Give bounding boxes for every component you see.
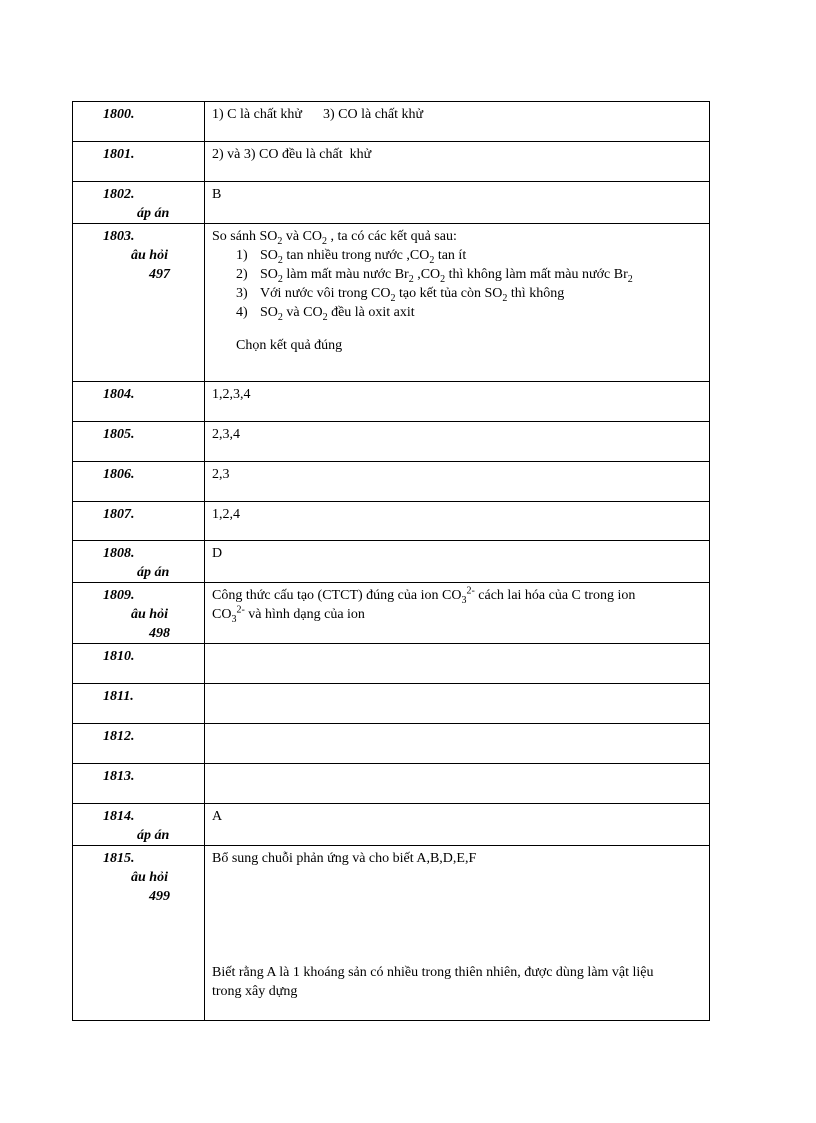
question-label: âu hỏi — [131, 607, 168, 622]
question-number: 498 — [149, 626, 170, 641]
row-number-cell: 1805. — [73, 422, 205, 462]
table-row — [73, 541, 710, 583]
row-number-cell: 1814. áp án — [73, 804, 205, 846]
table-row — [73, 182, 710, 224]
row-number-cell: 1812. — [73, 724, 205, 764]
content-cell: 1) C là chất khử 3) CO là chất khử — [205, 102, 710, 142]
question-499-content: Bổ sung chuỗi phản ứng và cho biết A,B,D,E,F Biết rằng A là 1 khoáng sản có nhiều trong thiên nhiên, được dùng làm vật liệu trong xây dựng — [205, 846, 710, 1021]
table-row — [73, 583, 710, 644]
answer-label: áp án — [137, 565, 170, 580]
content-cell — [205, 644, 710, 684]
content-cell: B — [205, 182, 710, 224]
table-row — [73, 142, 710, 182]
question-label: âu hỏi — [131, 870, 168, 885]
table-row — [73, 764, 710, 804]
row-number-cell: 1802. áp án — [73, 182, 205, 224]
table-row — [73, 684, 710, 724]
row-number-cell: 1810. — [73, 644, 205, 684]
content-cell: 2) và 3) CO đều là chất khử — [205, 142, 710, 182]
content-cell — [205, 724, 710, 764]
table-row — [73, 804, 710, 846]
row-number-cell: 1807. — [73, 502, 205, 541]
table-row — [73, 462, 710, 502]
content-cell — [205, 684, 710, 724]
question-497-intro: So sánh $SO_2$ và $CO_2$ , ta có các kết quả sau: — [212, 229, 457, 247]
content-cell — [205, 764, 710, 804]
row-number-cell: 1801. — [73, 142, 205, 182]
row-number-cell: 1813. — [73, 764, 205, 804]
row-number-cell: 1815. âu hỏi 499 — [73, 846, 205, 1021]
content-cell: 1,2,4 — [205, 502, 710, 541]
table-row — [73, 724, 710, 764]
row-number-cell: 1809. âu hỏi 498 — [73, 583, 205, 644]
content-cell: 2,3,4 — [205, 422, 710, 462]
list-item: 4) $SO_2$ và $CO_2$ đều là oxit axit — [236, 305, 415, 323]
content-cell: A — [205, 804, 710, 846]
answer-label: áp án — [137, 206, 170, 221]
answer-label: áp án — [137, 828, 170, 843]
row-number-cell: 1806. — [73, 462, 205, 502]
list-item: 3) Với nước vôi trong $CO_2$ tạo kết tủa còn $SO_2$ thì không — [236, 286, 565, 304]
question-number: 497 — [149, 267, 170, 282]
table-row — [73, 102, 710, 142]
question-497-content — [205, 224, 710, 382]
question-498-content: Công thức cấu tạo (CTCT) đúng của ion $CO_3^{2-}$ cách lai hóa của C trong ion $CO_3^{2-}$ và hình dạng của ion — [205, 583, 710, 644]
content-cell: 2,3 — [205, 462, 710, 502]
table-row — [73, 224, 710, 382]
question-table — [72, 101, 710, 1021]
row-number-cell: 1800. — [73, 102, 205, 142]
row-number-cell: 1803. âu hỏi 497 — [73, 224, 205, 382]
table-row — [73, 422, 710, 462]
choose-instruction: Chọn kết quả đúng — [236, 338, 343, 353]
question-label: âu hỏi — [131, 248, 168, 263]
table-row — [73, 644, 710, 684]
table-row — [73, 846, 710, 1021]
row-number-cell: 1808. áp án — [73, 541, 205, 583]
question-number: 499 — [149, 889, 170, 904]
table-row — [73, 502, 710, 541]
list-item: 2) $SO_2$ làm mất màu nước $Br_2$ $,CO_2$ thì không làm mất màu nước $Br_2$ — [236, 267, 633, 285]
list-item: 1) $SO_2$ tan nhiều trong nước $,CO_2$ tan ít — [236, 248, 467, 266]
content-cell: D — [205, 541, 710, 583]
answer-options — [212, 246, 703, 355]
table-row — [73, 382, 710, 422]
row-number-cell: 1804. — [73, 382, 205, 422]
row-number-cell: 1811. — [73, 684, 205, 724]
content-cell: 1,2,3,4 — [205, 382, 710, 422]
